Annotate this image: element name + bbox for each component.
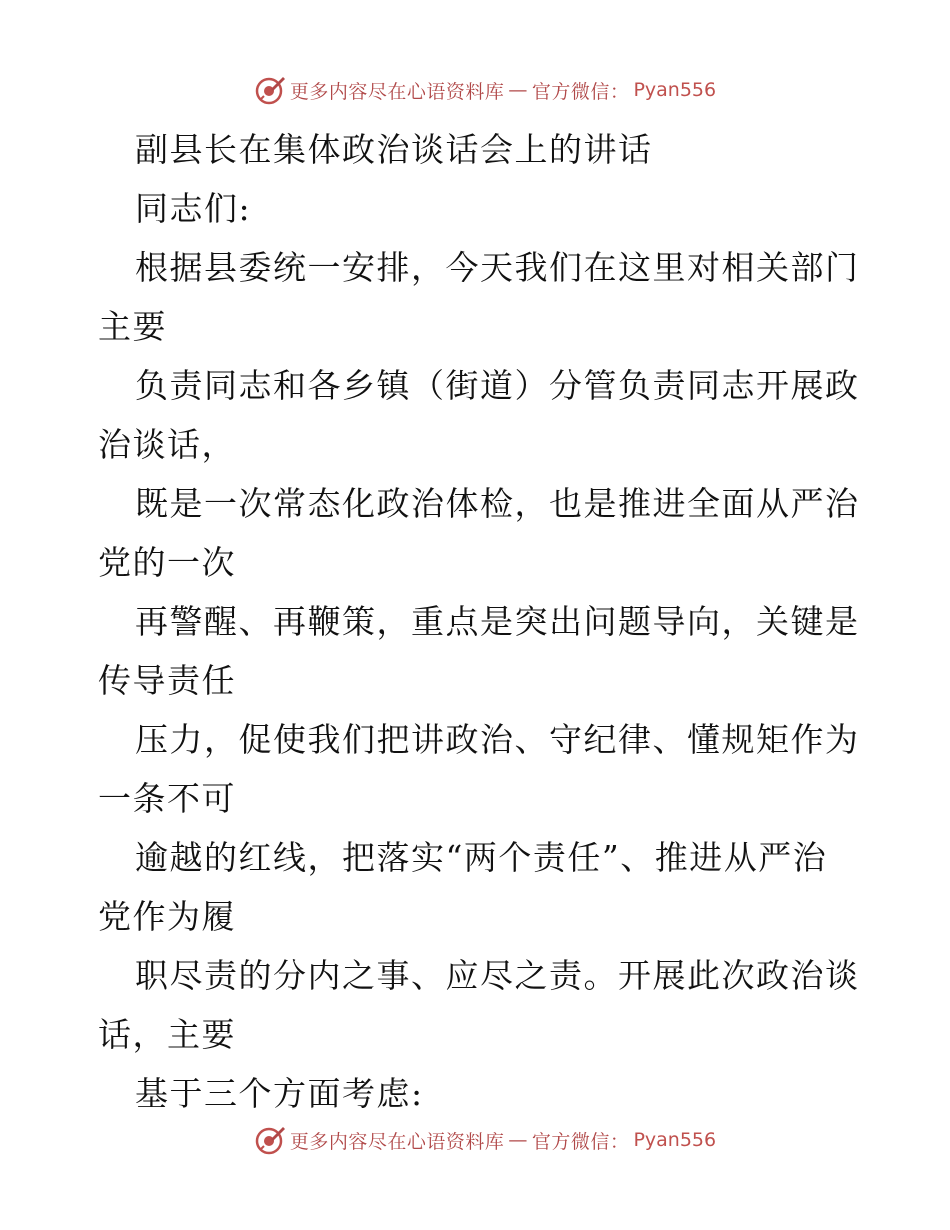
paragraph-line: 根据县委统一安排，今天我们在这里对相关部门 [135, 248, 860, 287]
salutation: 同志们: [135, 189, 252, 228]
paragraph-line: 党的一次 [98, 543, 236, 582]
paragraph-line: 基于三个方面考虑: [135, 1074, 424, 1113]
document-body [98, 120, 858, 1123]
pen-circle-logo-icon [254, 1124, 286, 1156]
paragraph-line: 一条不可 [98, 779, 236, 818]
header-banner [0, 70, 950, 110]
header-banner-inner [254, 74, 716, 106]
footer-contact-text: 官方微信： [531, 1130, 630, 1153]
pen-circle-logo-icon [254, 74, 286, 106]
paragraph-line: 负责同志和各乡镇（街道）分管负责同志开展政 [135, 366, 860, 405]
paragraph-line: 主要 [98, 307, 167, 346]
paragraph-line: 职尽责的分内之事、应尽之责。开展此次政治谈 [135, 956, 860, 995]
footer-brand-text: 更多内容尽在心语资料库 [289, 1130, 505, 1153]
header-contact-text: 官方微信： [531, 80, 630, 103]
header-brand-text: 更多内容尽在心语资料库 [289, 80, 505, 103]
paragraph-line: 逾越的红线，把落实“两个责任”、推进从严治 [135, 838, 828, 877]
footer-banner-inner [254, 1124, 716, 1156]
paragraph-line: 传导责任 [98, 661, 236, 700]
paragraph-line: 话，主要 [98, 1015, 236, 1054]
header-separator: — [508, 79, 528, 101]
paragraph-line: 既是一次常态化政治体检，也是推进全面从严治 [135, 484, 860, 523]
footer-separator: — [508, 1129, 528, 1151]
paragraph-line: 治谈话， [98, 425, 236, 464]
paragraph-line: 党作为履 [98, 897, 236, 936]
header-contact-id: Pyan556 [633, 79, 717, 101]
document-title: 副县长在集体政治谈话会上的讲话 [135, 130, 653, 169]
footer-banner [0, 1120, 950, 1160]
footer-contact-id: Pyan556 [633, 1129, 717, 1151]
paragraph-line: 压力，促使我们把讲政治、守纪律、懂规矩作为 [135, 720, 860, 759]
paragraph-line: 再警醒、再鞭策，重点是突出问题导向，关键是 [135, 602, 860, 641]
